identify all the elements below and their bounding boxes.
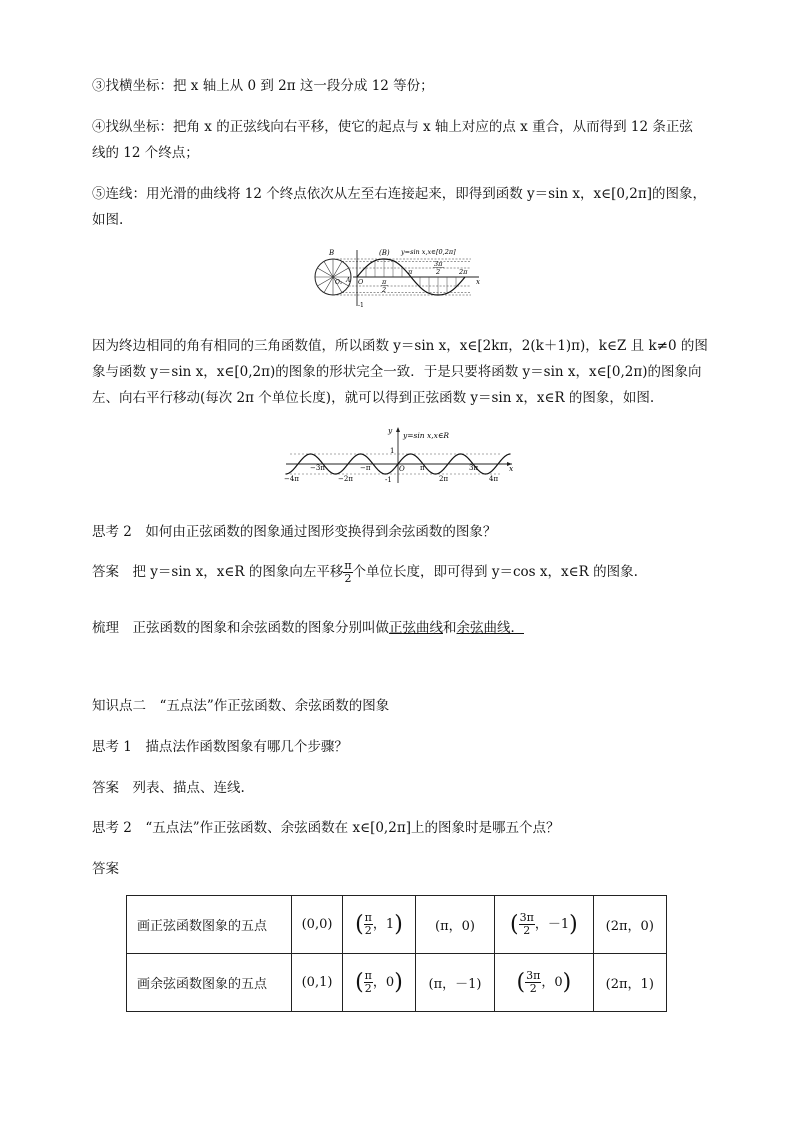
think2-five-points: 思考 2 “五点法”作正弦函数、余弦函数在 x∈[0,2π]上的图象时是哪五个点？ bbox=[92, 820, 560, 836]
para-find-abscissa: ③找横坐标：把 x 轴上从 0 到 2π 这一段分成 12 等份； bbox=[92, 78, 434, 94]
cell-sine-4-val: －1 bbox=[547, 917, 570, 932]
fig1-label-b: B bbox=[329, 249, 335, 257]
fig1-label-o: O bbox=[358, 278, 364, 286]
summary-pre: 梳理 正弦函数的图象和余弦函数的图象分别叫做 bbox=[92, 620, 389, 636]
cell-sine-2-val: 1 bbox=[385, 917, 395, 932]
fig2-tick-neg3pi: −3π bbox=[310, 464, 325, 472]
fig1-label-neg1: -1 bbox=[358, 302, 364, 309]
para-connect-line2: 如图. bbox=[92, 212, 124, 228]
fig2-tick-neg2pi: −2π bbox=[338, 475, 353, 483]
cell-cosine-4-val: 0 bbox=[554, 975, 563, 990]
para-periodicity-line2: 象与函数 y＝sin x，x∈[0,2π)的图象的形状完全一致．于是只要将函数 y＝sin x，x∈[0,2π)的图象向 bbox=[92, 364, 702, 380]
para-periodicity-line3: 左、向右平行移动(每次 2π 个单位长度)，就可以得到正弦函数 y＝sin x，x∈R 的图象，如图. bbox=[92, 390, 655, 406]
cell-sine-2-num: π bbox=[364, 911, 372, 924]
cell-sine-4-num: 3π bbox=[519, 911, 534, 924]
unit-circle-sine-figure bbox=[313, 244, 489, 310]
fig2-tick-origin: O bbox=[399, 465, 405, 473]
cell-sine-3: (π，0) bbox=[415, 896, 494, 954]
para-connect-line1: ⑤连线：用光滑的曲线将 12 个终点依次从左至右连接起来，即得到函数 y＝sin x，x∈[0,2π]的图象， bbox=[92, 186, 707, 202]
table-row-sine bbox=[127, 896, 667, 954]
fig1-tick-pi2-num: π bbox=[382, 278, 387, 286]
think2-sine-to-cosine: 思考 2 如何由正弦函数的图象通过图形变换得到余弦函数的图象？ bbox=[92, 524, 497, 540]
cell-sine-2: ( $\frac{\pi}{2}$ ，1) bbox=[343, 896, 416, 954]
knowledge-point-2-title: 知识点二 “五点法”作正弦函数、余弦函数的图象 bbox=[92, 698, 390, 714]
answer2-num: π bbox=[344, 559, 352, 572]
answer2-pre: 答案 把 y＝sin x，x∈R 的图象向左平移 bbox=[92, 564, 344, 580]
fig1-label-a: A bbox=[346, 277, 351, 284]
para-periodicity-line1: 因为终边相同的角有相同的三角函数值，所以函数 y＝sin x，x∈[2kπ，2(k＋1)π)，k∈Z 且 k≠0 的图 bbox=[92, 338, 708, 354]
fig1-label-x: x bbox=[476, 278, 480, 286]
five-point-table bbox=[126, 895, 667, 1012]
para-find-ordinate-line2: 线的 12 个终点； bbox=[92, 145, 199, 161]
fig2-tick-neg4pi: −4π bbox=[284, 475, 299, 483]
row-label-sine: 画正弦函数图象的五点 bbox=[127, 896, 292, 954]
answer2-fraction bbox=[343, 560, 352, 585]
cell-cosine-4-den: 2 bbox=[529, 982, 537, 995]
cell-cosine-2-val: 0 bbox=[385, 975, 395, 990]
fig2-neg-one: -1 bbox=[385, 476, 392, 484]
fig2-one: 1 bbox=[390, 447, 395, 455]
cell-sine-4-den: 2 bbox=[523, 924, 531, 937]
answer2-line bbox=[92, 560, 638, 585]
fig1-label-o1: O₁ bbox=[335, 279, 343, 286]
cell-sine-2-den: 2 bbox=[364, 924, 372, 937]
cell-sine-4: ( $\frac{3\pi}{2}$ ，－1) bbox=[495, 896, 593, 954]
fig1-tick-2pi: 2π bbox=[459, 268, 468, 276]
think1-question: 思考 1 描点法作函数图象有哪几个步骤？ bbox=[92, 739, 348, 755]
table-row-cosine bbox=[127, 954, 667, 1012]
cell-cosine-2: ( $\frac{\pi}{2}$ ，0) bbox=[343, 954, 416, 1012]
summary-line bbox=[92, 616, 524, 636]
answer1: 答案 列表、描点、连线. bbox=[92, 780, 245, 796]
cell-cosine-2-num: π bbox=[364, 969, 372, 982]
fig1-tick-3pi-num: 3π bbox=[434, 260, 443, 268]
cell-cosine-3: (π，－1) bbox=[415, 954, 494, 1012]
cell-cosine-4-num: 3π bbox=[526, 969, 541, 982]
answer-label: 答案 bbox=[92, 861, 119, 877]
sine-curve-real-figure bbox=[282, 425, 518, 485]
fig2-y-label: y bbox=[388, 426, 393, 435]
fig2-tick-3pi: 3π bbox=[469, 464, 479, 472]
fig1-caption: y=sin x,x∈[0,2π] bbox=[401, 248, 456, 256]
cell-cosine-5: (2π，1) bbox=[593, 954, 666, 1012]
fig2-tick-negpi: −π bbox=[360, 464, 371, 472]
fig1-tick-pi: π bbox=[408, 268, 413, 276]
cell-sine-1: (0,0) bbox=[292, 896, 343, 954]
fig1-tick-3pi-den: 2 bbox=[436, 268, 441, 276]
summary-cosine-curve: 余弦曲线． bbox=[456, 620, 524, 636]
cell-cosine-1: (0,1) bbox=[292, 954, 343, 1012]
answer2-post: 个单位长度，即可得到 y＝cos x，x∈R 的图象. bbox=[352, 564, 638, 580]
fig1-label-b2: (B) bbox=[379, 249, 390, 257]
summary-mid: 和 bbox=[443, 620, 457, 636]
cell-sine-5: (2π，0) bbox=[593, 896, 666, 954]
answer2-den: 2 bbox=[344, 572, 352, 585]
para-find-ordinate-line1: ④找纵坐标：把角 x 的正弦线向右平移，使它的起点与 x 轴上对应的点 x 重合，从而得到 12 条正弦 bbox=[92, 119, 693, 135]
fig2-tick-2pi: 2π bbox=[439, 475, 449, 483]
cell-cosine-4: ( $\frac{3\pi}{2}$ ，0) bbox=[495, 954, 593, 1012]
fig1-tick-pi2-den: 2 bbox=[382, 286, 387, 294]
summary-sine-curve: 正弦曲线 bbox=[389, 620, 443, 636]
fig2-x-label: x bbox=[509, 464, 514, 473]
cell-cosine-2-den: 2 bbox=[364, 982, 372, 995]
row-label-cosine: 画余弦函数图象的五点 bbox=[127, 954, 292, 1012]
fig2-tick-4pi: 4π bbox=[489, 475, 499, 483]
fig2-caption: y=sin x,x∈R bbox=[403, 431, 450, 440]
fig2-tick-pi: π bbox=[420, 464, 425, 472]
